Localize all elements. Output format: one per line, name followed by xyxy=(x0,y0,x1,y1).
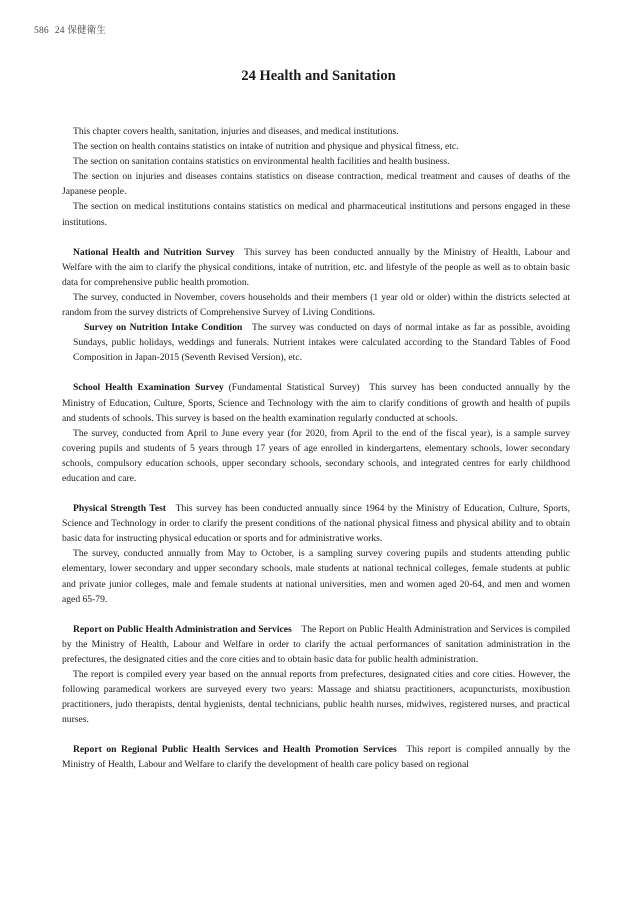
section-lead-paragraph xyxy=(62,501,570,546)
section-heading: National Health and Nutrition Survey xyxy=(73,246,235,258)
section-heading: Report on Public Health Administration and Services xyxy=(73,623,292,635)
intro-paragraph: The section on sanitation contains statistics on environmental health facilities and health business. xyxy=(73,156,450,168)
section-heading: School Health Examination Survey xyxy=(73,382,224,394)
nutrition-survey-section xyxy=(62,245,570,366)
section-lead-paragraph xyxy=(62,380,570,425)
chapter-reference: 24 保健衛生 xyxy=(54,26,107,36)
public-health-admin-section xyxy=(62,622,570,728)
regional-health-section xyxy=(62,742,570,772)
subsection-heading: Survey on Nutrition Intake Condition xyxy=(84,322,243,334)
chapter-title: 24 Health and Sanitation xyxy=(241,68,396,84)
intro-section xyxy=(62,124,570,230)
section-lead-text: This survey has been conducted annually since 1964 by the Ministry of Education, Culture, Sports, Science and Technology in order to clarify the present conditions of the national physical fitness and physical ability and to obtain basic data for instructing physical education or sports and for administrative works. xyxy=(62,503,571,545)
section-lead-text: The Report on Public Health Administration and Services is compiled by the Ministry of Health, Labour and Welfare in order to clarify the actual performances of sanitation administration in the prefectures, the designated cities and the core cities and to obtain basic data for public health administration. xyxy=(62,623,571,665)
section-heading: Physical Strength Test xyxy=(73,503,167,515)
physical-strength-section xyxy=(62,501,570,607)
subsection-paragraph xyxy=(73,320,570,365)
intro-paragraph: This chapter covers health, sanitation, injuries and diseases, and medical institutions. xyxy=(73,126,399,137)
section-paragraph: The survey, conducted in November, covers households and their members (1 year old or older) within the districts selected at random from the survey districts of Comprehensive Survey of Living Conditions. xyxy=(62,291,570,319)
subsection xyxy=(62,320,570,365)
running-header xyxy=(34,22,106,36)
intro-paragraph: The section on injuries and diseases contains statistics on disease contraction, medical treatment and causes of deaths of the Japanese people. xyxy=(62,171,570,198)
intro-paragraph: The section on health contains statistics on intake of nutrition and physique and physical fitness, etc. xyxy=(73,141,459,153)
section-paragraph: The report is compiled every year based on the annual reports from prefectures, designated cities and core cities. However, the following paramedical workers are surveyed every two years: Massage and shiatsu practitioners, acupuncturists, moxibustion practitioners, judo therapists, dental hygienists, dental technicians, public health nurses, midwives, registered nurses, and practical nurses. xyxy=(62,669,570,726)
section-heading-note: (Fundamental Statistical Survey) xyxy=(228,382,360,394)
subsection-text: The survey was conducted on days of normal intake as far as possible, avoiding Sundays, public holidays, weddings and funerals. Nutrient intakes were calculated according to the Standard Tables of Food Composition in Japan-2015 (Seventh Revised Version), etc. xyxy=(73,322,571,364)
section-lead-text: This survey has been conducted annually by the Ministry of Health, Labour and Welfare with the aim to clarify the physical conditions, intake of nutrition, etc. and lifestyle of the people as well as to obtain basic data for comprehensive public health promotion. xyxy=(62,246,570,288)
section-lead-text: This report is compiled annually by the Ministry of Health, Labour and Welfare to clarify the development of health care policy based on regional xyxy=(62,744,570,771)
section-paragraph: The survey, conducted from April to June every year (for 2020, from April to the end of the fiscal year), is a sample survey covering pupils and students of 5 years through 17 years of age enrolled in kindergartens, elementary schools, lower secondary schools, compulsory education schools, upper secondary schools, secondary schools, and integrated centres for early childhood education and care. xyxy=(62,427,570,484)
section-lead-paragraph xyxy=(62,742,570,772)
section-paragraph: The survey, conducted annually from May to October, is a sampling survey covering pupils and students attending public elementary, lower secondary and upper secondary schools, male students at national technical colleges, female students at public and private junior colleges, male and female students at national universities, men and women aged 20-64, and men and women aged 65-79. xyxy=(62,548,570,605)
intro-paragraph: The section on medical institutions contains statistics on medical and pharmaceutical institutions and persons engaged in these institutions. xyxy=(62,201,570,228)
section-lead-paragraph xyxy=(62,622,570,667)
page-number: 586 xyxy=(34,26,49,36)
chapter-body xyxy=(62,124,570,773)
school-health-section xyxy=(62,380,570,486)
section-heading: Report on Regional Public Health Services and Health Promotion Services xyxy=(73,744,397,756)
section-lead-paragraph xyxy=(62,245,570,290)
section-lead-text: This survey has been conducted annually by the Ministry of Education, Culture, Sports, Science and Technology with the aim to clarify conditions of growth and health of pupils and students of schools. This survey is based on the health examination regularly conducted at schools. xyxy=(62,382,570,424)
